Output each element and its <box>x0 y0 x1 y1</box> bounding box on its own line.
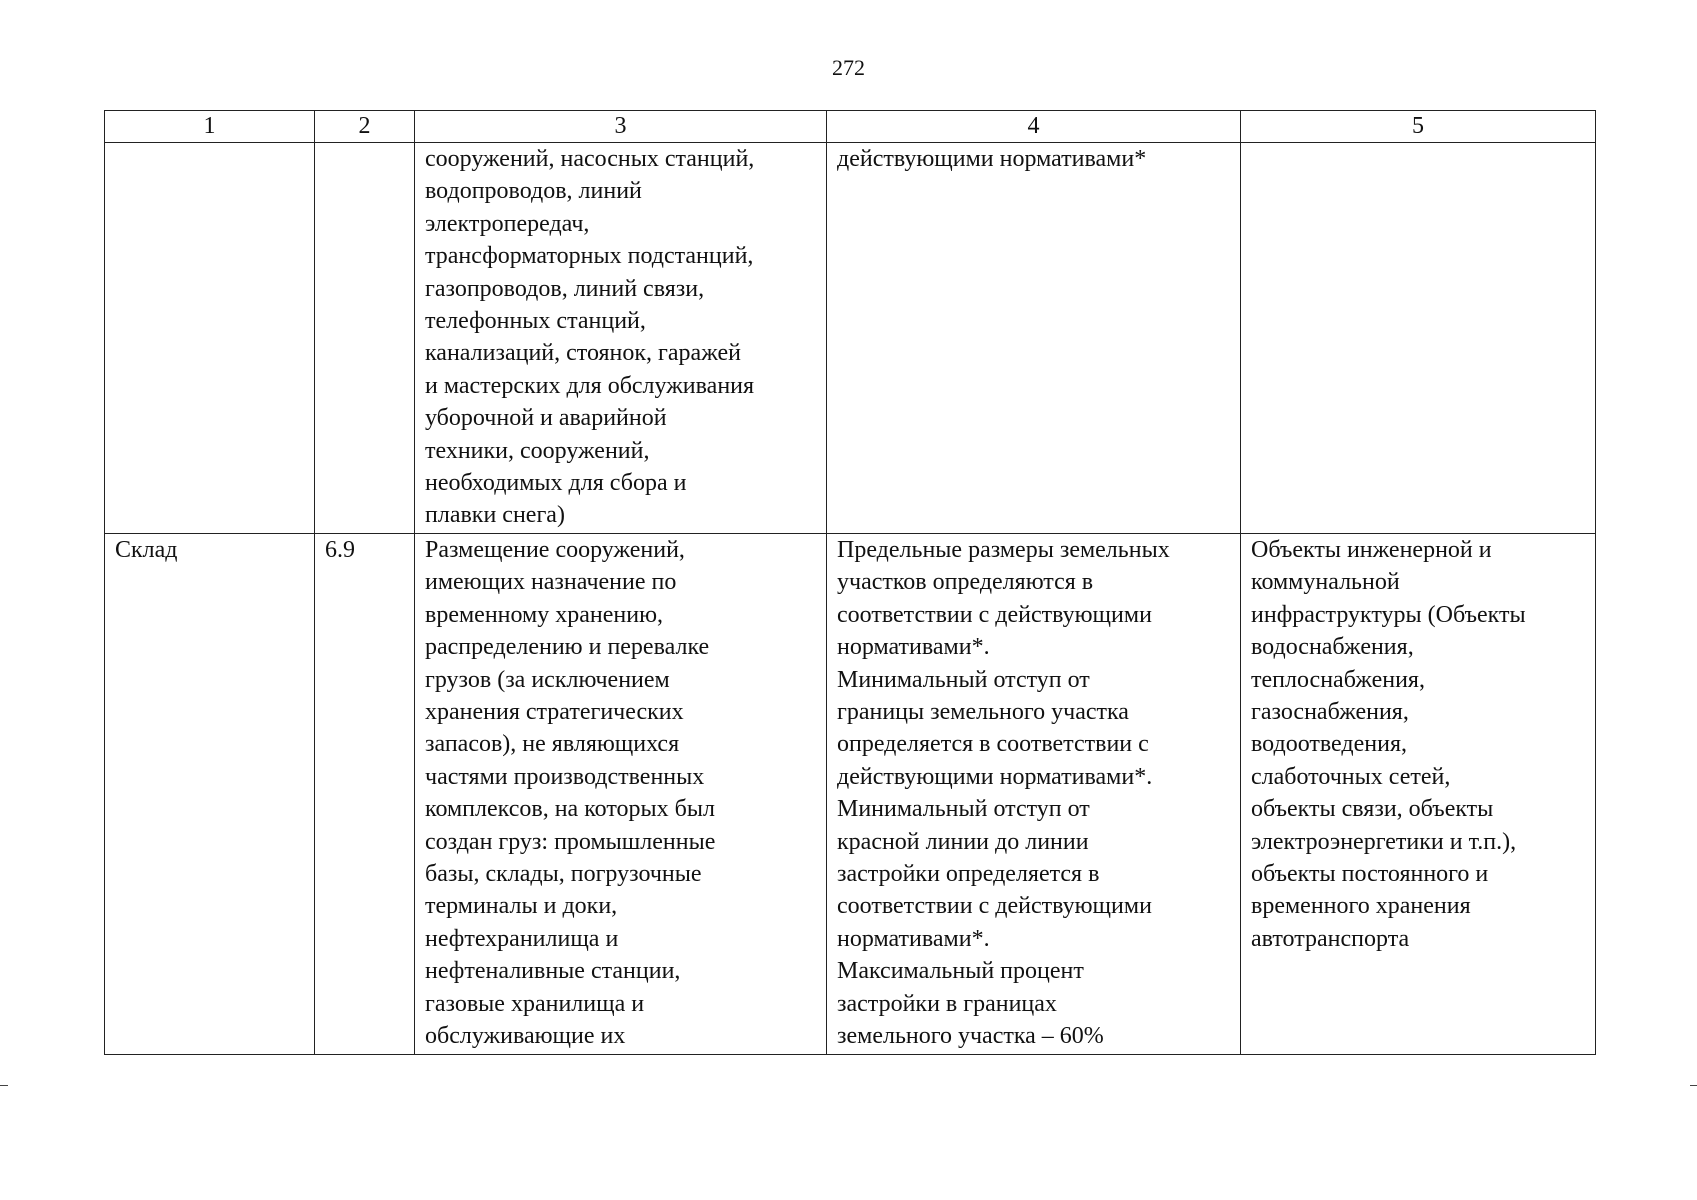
cell-text-line: нефтеналивные станции, <box>425 958 681 985</box>
cell-text-line: Минимальный отступ от <box>837 796 1090 823</box>
cell-text-line: имеющих назначение по <box>425 569 677 596</box>
cell-text-line: водоотведения, <box>1251 731 1407 758</box>
table-header-row <box>105 111 1596 143</box>
cell-text-line: и мастерских для обслуживания <box>425 372 755 399</box>
cell-text-line: хранения стратегических <box>425 699 684 726</box>
cell-text-line: объекты связи, объекты <box>1251 796 1494 823</box>
cell-text-line: трансформаторных подстанций, <box>425 243 754 270</box>
page-number: 272 <box>832 55 865 80</box>
cell-text-line: земельного участка – 60% <box>837 1023 1104 1050</box>
column-header-3: 3 <box>415 111 827 143</box>
cell-text-line: нормативами*. <box>837 925 990 952</box>
cell-text-line: теплоснабжения, <box>1251 666 1425 693</box>
cell-text-line: необходимых для сбора и <box>425 470 687 497</box>
cell-text-line: Размещение сооружений, <box>425 537 685 563</box>
cell-text-line: определяется в соответствии с <box>837 731 1149 758</box>
cell-text-line: соответствии с действующими <box>837 601 1152 628</box>
cell-use-name <box>105 143 315 534</box>
cell-use-description <box>415 534 827 1055</box>
cell-text-line: нормативами*. <box>837 634 990 661</box>
cell-text-line: Предельные размеры земельных <box>837 537 1170 563</box>
cell-text-line: частями производственных <box>425 763 705 790</box>
cell-text-line: телефонных станций, <box>425 308 646 335</box>
cell-text-line: объекты постоянного и <box>1251 861 1489 888</box>
column-header-4: 4 <box>827 111 1241 143</box>
cell-text-line: водоснабжения, <box>1251 634 1414 661</box>
cell-text-line: застройки в границах <box>837 990 1057 1017</box>
cell-text-line: газовые хранилища и <box>425 990 645 1017</box>
table-row-sklad <box>105 534 1596 1055</box>
cell-use-name: Склад <box>105 534 315 1055</box>
cell-text-line: временного хранения <box>1251 893 1471 920</box>
cell-text-line: Минимальный отступ от <box>837 666 1090 693</box>
cell-text-line: газопроводов, линий связи, <box>425 275 705 302</box>
cell-text-line: техники, сооружений, <box>425 437 650 464</box>
cell-text-line: коммунальной <box>1251 569 1400 596</box>
cell-text-line: сооружений, насосных станций, <box>425 146 755 172</box>
cell-text-line: действующими нормативами*. <box>837 763 1153 790</box>
cell-text-line: создан груз: промышленные <box>425 828 716 855</box>
scan-margin-mark-left <box>0 1085 8 1086</box>
cell-text-line: слаботочных сетей, <box>1251 763 1451 790</box>
cell-text-line: красной линии до линии <box>837 828 1089 855</box>
cell-text-line: нефтехранилища и <box>425 925 619 952</box>
cell-text-line: канализаций, стоянок, гаражей <box>425 340 741 367</box>
cell-auxiliary-uses <box>1241 143 1596 534</box>
column-header-1: 1 <box>105 111 315 143</box>
cell-text-line: газоснабжения, <box>1251 699 1409 726</box>
cell-text-line: плавки снега) <box>425 502 565 529</box>
cell-text-line: инфраструктуры (Объекты <box>1251 601 1526 628</box>
cell-text-line: участков определяются в <box>837 569 1094 596</box>
cell-text-line: базы, склады, погрузочные <box>425 861 702 888</box>
cell-text-line: терминалы и доки, <box>425 893 618 920</box>
cell-text-line: действующими нормативами* <box>837 146 1147 172</box>
cell-text-line: застройки определяется в <box>837 861 1100 888</box>
cell-text-line: электропередач, <box>425 210 590 237</box>
cell-text-line: водопроводов, линий <box>425 178 642 205</box>
regulations-table <box>104 110 1596 1055</box>
cell-text-line: уборочной и аварийной <box>425 405 667 432</box>
cell-text-line: распределению и перевалке <box>425 634 710 661</box>
cell-text-line: комплексов, на которых был <box>425 796 715 823</box>
table-row-continuation <box>105 143 1596 534</box>
cell-parameters <box>827 534 1241 1055</box>
cell-text-line: обслуживающие их <box>425 1023 626 1050</box>
scan-margin-mark-right <box>1690 1085 1697 1086</box>
cell-auxiliary-uses <box>1241 534 1596 1055</box>
cell-use-description <box>415 143 827 534</box>
cell-use-code <box>315 143 415 534</box>
cell-text-line: соответствии с действующими <box>837 893 1152 920</box>
cell-text-line: электроэнергетики и т.п.), <box>1251 828 1517 855</box>
cell-text-line: Объекты инженерной и <box>1251 537 1492 563</box>
column-header-2: 2 <box>315 111 415 143</box>
cell-text-line: границы земельного участка <box>837 699 1129 726</box>
cell-text-line: запасов), не являющихся <box>425 731 680 758</box>
cell-text-line: автотранспорта <box>1251 925 1410 952</box>
column-header-5: 5 <box>1241 111 1596 143</box>
cell-text-line: грузов (за исключением <box>425 666 670 693</box>
cell-text-line: временному хранению, <box>425 601 664 628</box>
cell-parameters <box>827 143 1241 534</box>
cell-use-code: 6.9 <box>315 534 415 1055</box>
cell-text-line: Максимальный процент <box>837 958 1084 985</box>
